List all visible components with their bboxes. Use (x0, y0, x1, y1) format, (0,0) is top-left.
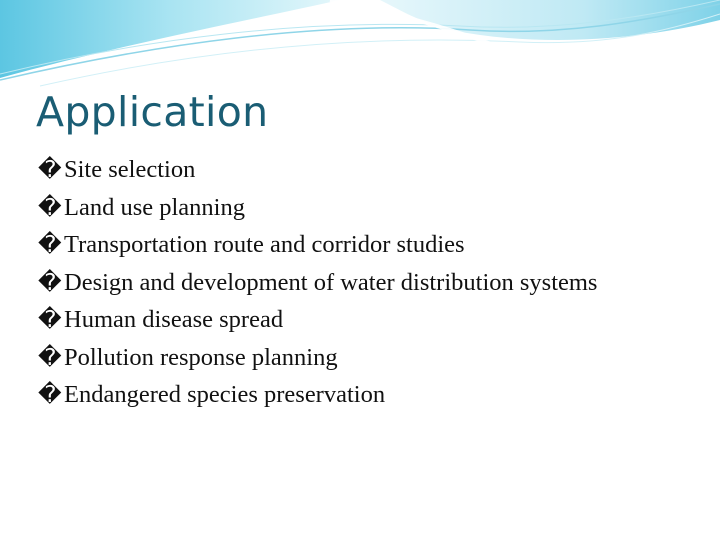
bullet-item (38, 379, 678, 410)
bullet-item (38, 229, 678, 260)
replacement-character-icon (38, 381, 61, 408)
replacement-character-icon (38, 344, 61, 371)
bullet-item (38, 304, 678, 335)
replacement-character-icon (38, 306, 61, 333)
bullet-text: Land use planning (64, 193, 245, 221)
bullet-item (38, 154, 678, 185)
replacement-character-icon (38, 156, 61, 183)
bullet-text: Transportation route and corridor studies (64, 231, 465, 258)
replacement-character-icon (38, 194, 61, 221)
slide-title: Application (36, 88, 269, 136)
replacement-character-icon (38, 231, 61, 258)
replacement-character-icon (38, 269, 61, 296)
bullet-item (38, 267, 678, 298)
wave-header-decoration (0, 0, 720, 90)
bullet-list (38, 154, 678, 417)
bullet-item (38, 192, 678, 223)
bullet-text: Pollution response planning (64, 343, 338, 371)
wave-right (380, 0, 720, 40)
bullet-item (38, 342, 678, 373)
wave-left (0, 0, 340, 78)
bullet-text: Design and development of water distribution systems (64, 268, 598, 296)
bullet-text: Human disease spread (64, 306, 284, 333)
bullet-text: Endangered species preservation (64, 381, 386, 408)
bullet-text: Site selection (64, 156, 196, 183)
